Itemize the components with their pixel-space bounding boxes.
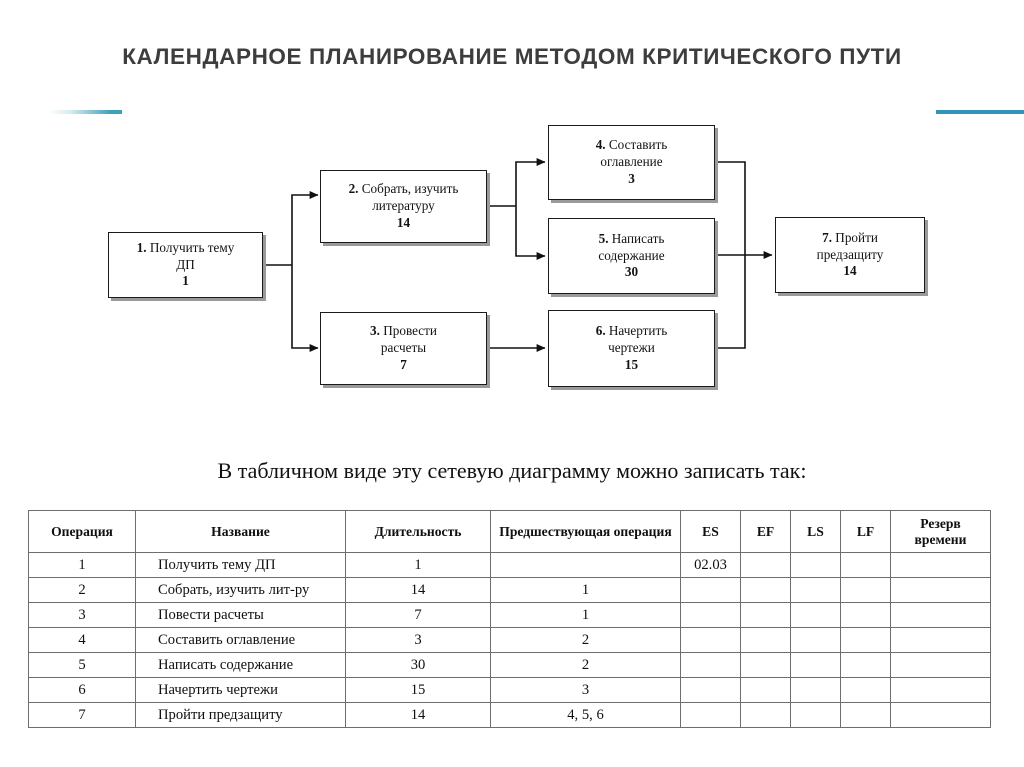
col-header-predecessor: Предшествующая операция xyxy=(491,511,681,553)
table-row[interactable] xyxy=(29,653,991,678)
network-diagram xyxy=(0,110,1024,410)
cell-es xyxy=(681,653,741,678)
cell-lf xyxy=(841,553,891,578)
node-1-line2: ДП xyxy=(176,256,195,272)
cell-name: Начертить чертежи xyxy=(136,678,346,703)
cell-ls xyxy=(791,703,841,728)
cell-operation: 3 xyxy=(29,603,136,628)
diagram-node-4[interactable] xyxy=(548,125,715,200)
table-row[interactable] xyxy=(29,553,991,578)
table-row[interactable] xyxy=(29,628,991,653)
node-5-line1: Написать xyxy=(611,230,665,246)
cell-ef xyxy=(741,578,791,603)
cell-lf xyxy=(841,603,891,628)
node-4-number: 4. xyxy=(595,137,606,153)
node-4-line1: Составить xyxy=(608,137,668,153)
cell-predecessor: 1 xyxy=(491,578,681,603)
cell-ls xyxy=(791,628,841,653)
table-caption: В табличном виде эту сетевую диаграмму можно записать так: xyxy=(217,458,807,483)
cell-lf xyxy=(841,653,891,678)
schedule-table xyxy=(28,510,991,728)
cell-es xyxy=(681,678,741,703)
cell-es xyxy=(681,703,741,728)
cell-ls xyxy=(791,553,841,578)
node-1-number: 1. xyxy=(136,239,147,255)
node-5-duration: 30 xyxy=(624,264,639,280)
cell-reserve xyxy=(891,703,991,728)
cell-ef xyxy=(741,703,791,728)
col-header-reserve: Резерв времени xyxy=(891,511,991,553)
col-header-duration: Длительность xyxy=(346,511,491,553)
cell-duration: 30 xyxy=(346,653,491,678)
cell-duration: 14 xyxy=(346,578,491,603)
node-2-line1: Собрать, изучить xyxy=(361,181,459,197)
col-header-ef: EF xyxy=(741,511,791,553)
node-7-line1: Пройти xyxy=(835,229,878,245)
edge-n1-n3 xyxy=(292,265,318,348)
node-6-line1: Начертить xyxy=(608,323,668,339)
cell-ls xyxy=(791,603,841,628)
cell-ls xyxy=(791,578,841,603)
diagram-node-6[interactable] xyxy=(548,310,715,387)
node-7-duration: 14 xyxy=(843,263,857,279)
diagram-node-2[interactable] xyxy=(320,170,487,243)
cell-name: Собрать, изучить лит-ру xyxy=(136,578,346,603)
cell-duration: 3 xyxy=(346,628,491,653)
cell-ef xyxy=(741,628,791,653)
cell-predecessor: 2 xyxy=(491,653,681,678)
cell-ef xyxy=(741,653,791,678)
node-6-line2: чертежи xyxy=(608,340,655,356)
cell-es xyxy=(681,603,741,628)
node-5-line2: содержание xyxy=(598,247,665,263)
cell-ef xyxy=(741,603,791,628)
cell-operation: 2 xyxy=(29,578,136,603)
cell-es xyxy=(681,578,741,603)
edge-n1-n2 xyxy=(292,195,318,265)
cell-reserve xyxy=(891,678,991,703)
cell-name: Пройти предзащиту xyxy=(136,703,346,728)
cell-ef xyxy=(741,553,791,578)
table-row[interactable] xyxy=(29,703,991,728)
diagram-node-1[interactable] xyxy=(108,232,263,298)
cell-reserve xyxy=(891,628,991,653)
node-7-number: 7. xyxy=(822,229,832,245)
cell-lf xyxy=(841,628,891,653)
page-title: КАЛЕНДАРНОЕ ПЛАНИРОВАНИЕ МЕТОДОМ КРИТИЧЕСКОГО ПУТИ xyxy=(122,44,902,69)
table-row[interactable] xyxy=(29,603,991,628)
col-header-operation: Операция xyxy=(29,511,136,553)
node-6-number: 6. xyxy=(595,323,606,339)
node-1-line1: Получить тему xyxy=(149,239,235,255)
node-1-duration: 1 xyxy=(182,273,189,289)
cell-reserve xyxy=(891,553,991,578)
node-3-duration: 7 xyxy=(400,356,407,372)
node-3-line2: расчеты xyxy=(380,340,427,356)
node-3-line1: Провести xyxy=(383,323,437,339)
schedule-table-wrapper xyxy=(28,510,990,728)
node-2-number: 2. xyxy=(348,181,359,197)
node-4-line2: оглавление xyxy=(600,154,663,170)
cell-operation: 6 xyxy=(29,678,136,703)
cell-predecessor: 4, 5, 6 xyxy=(491,703,681,728)
cell-es: 02.03 xyxy=(681,553,741,578)
col-header-name: Название xyxy=(136,511,346,553)
col-header-es: ES xyxy=(681,511,741,553)
cell-duration: 14 xyxy=(346,703,491,728)
cell-name: Получить тему ДП xyxy=(136,553,346,578)
node-2-line2: литературу xyxy=(372,198,435,214)
cell-predecessor: 2 xyxy=(491,628,681,653)
col-header-ls: LS xyxy=(791,511,841,553)
cell-predecessor: 1 xyxy=(491,603,681,628)
cell-duration: 7 xyxy=(346,603,491,628)
node-5-number: 5. xyxy=(598,230,609,246)
cell-es xyxy=(681,628,741,653)
table-row[interactable] xyxy=(29,678,991,703)
cell-duration: 1 xyxy=(346,553,491,578)
cell-name: Составить оглавление xyxy=(136,628,346,653)
cell-operation: 5 xyxy=(29,653,136,678)
cell-reserve xyxy=(891,578,991,603)
edge-n6-join xyxy=(715,255,745,348)
cell-name: Повести расчеты xyxy=(136,603,346,628)
cell-operation: 7 xyxy=(29,703,136,728)
cell-reserve xyxy=(891,603,991,628)
col-header-lf: LF xyxy=(841,511,891,553)
cell-operation: 4 xyxy=(29,628,136,653)
node-7-line2: предзащиту xyxy=(816,246,884,262)
node-2-duration: 14 xyxy=(396,214,411,230)
cell-ls xyxy=(791,653,841,678)
cell-operation: 1 xyxy=(29,553,136,578)
cell-lf xyxy=(841,578,891,603)
node-4-duration: 3 xyxy=(628,170,635,186)
cell-reserve xyxy=(891,653,991,678)
table-header-row xyxy=(29,511,991,553)
node-3-number: 3. xyxy=(370,323,380,339)
edge-n2-n5 xyxy=(516,206,545,256)
cell-predecessor xyxy=(491,553,681,578)
diagram-node-7[interactable] xyxy=(775,217,925,293)
diagram-node-3[interactable] xyxy=(320,312,487,385)
table-row[interactable] xyxy=(29,578,991,603)
diagram-node-5[interactable] xyxy=(548,218,715,294)
cell-duration: 15 xyxy=(346,678,491,703)
cell-lf xyxy=(841,703,891,728)
cell-ls xyxy=(791,678,841,703)
edge-n2-n4 xyxy=(516,162,545,206)
cell-ef xyxy=(741,678,791,703)
cell-name: Написать содержание xyxy=(136,653,346,678)
edge-n4-join xyxy=(715,162,745,255)
cell-lf xyxy=(841,678,891,703)
node-6-duration: 15 xyxy=(624,356,639,372)
cell-predecessor: 3 xyxy=(491,678,681,703)
